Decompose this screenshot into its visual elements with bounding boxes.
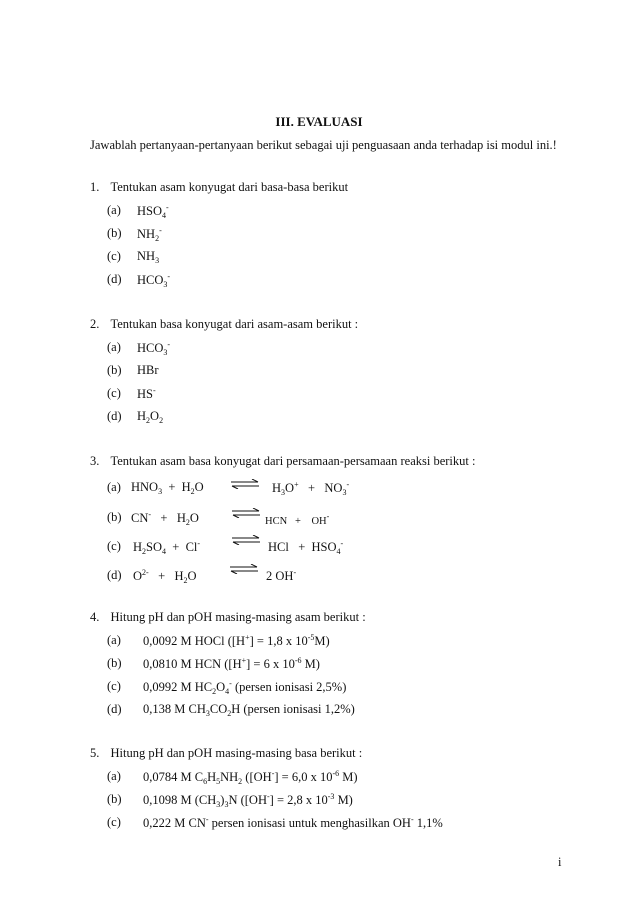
equilibrium-arrow-icon [230,479,260,489]
section-title: III. EVALUASI [275,114,363,129]
equilibrium-arrow-icon [231,508,261,518]
question-number: 5. [90,746,100,760]
question-2 [90,317,358,332]
question-number: 3. [90,454,100,468]
question-3 [90,454,475,469]
question-text: Tentukan asam konyugat dari basa-basa berikut [110,180,349,194]
question-text: Hitung pH dan pOH masing-masing asam berikut : [110,610,366,624]
question-number: 1. [90,180,100,194]
question-number: 4. [90,610,100,624]
question-text: Hitung pH dan pOH masing-masing basa berikut : [110,746,363,760]
equation-left: $H_2SO_4 + Cl^-$ [133,539,201,556]
question-number: 2. [90,317,100,331]
equation-right: $H_3O^+ + NO_3^-$ [272,480,350,497]
equation-left: $CN^- + H_2O$ [131,510,199,527]
page-number: i [558,855,562,869]
equation-right: HCl + $HSO_4^-$ [268,539,344,556]
equilibrium-arrow-icon [229,564,259,574]
question-1 [90,180,348,195]
equilibrium-arrow-icon [231,535,261,545]
document-page: III. EVALUASI Jawablah pertanyaan-pertanyaan berikut sebagai uji penguasaan anda terhadap isi modul ini.! 1. Tentukan asam konyugat dari basa-basa berikut (a) $HSO_4^-$ (b) $NH_2^-$ (c) $NH_3$ (d) $HCO_3^-$ 2. Tentukan basa konyugat dari asam-asam berikut : (a) $HCO_3^-$ (b) HBr (c) HS- (d) $H_2O_2$ 3. Tentukan asam basa konyugat dari persamaan-persamaan reaksi berikut : (a) $HNO_3 + H_2O$ $H_3O^+ + NO_3^-$ (b) $CN^- + H_2O$ HCN + OH- (c) $H_2SO_4 + Cl^-$ HCl + $HSO_4^-$ (d) $O^{2-} + H_2O$ 2 OH- 4. Hitung pH dan pOH masing-masing asam berikut : (a) 0,0092 M HOCl ([H+] = 1,8 x $10^{-5}M$) (b) 0,0810 M HCN ([H+] = 6 x $10^{-6}$ M) (c) 0,0992 M $HC_2O_4^-$ (persen ionisasi 2,5%) (d) 0,138 M $CH_3CO_2H$ (persen ionisasi 1,2%) 5. Hitung pH dan pOH masing-masing basa berikut : (a) 0,0784 M $C_6H_5NH_2$ ([OH-] = 6,0 x $10^{-6}$ M) (b) 0,1098 M $(CH_3)_3N$ ([OH-] = 2,8 x $10^{-3}$ M) (c) 0,222 M CN- persen ionisasi untuk menghasilkan OH- 1,1% i [0,0,638,903]
intro-paragraph: Jawablah pertanyaan-pertanyaan berikut sebagai uji penguasaan anda terhadap isi modul ini.! [90,138,557,152]
question-5 [90,746,362,761]
equation-right: 2 OH- [266,568,297,583]
equation-right: HCN + OH- [265,512,330,527]
question-4 [90,610,366,625]
question-text: Tentukan basa konyugat dari asam-asam berikut : [110,317,359,331]
question-text: Tentukan asam basa konyugat dari persamaan-persamaan reaksi berikut : [110,454,476,468]
equation-left: $HNO_3 + H_2O$ [131,480,204,496]
equation-left: $O^{2-} + H_2O$ [133,568,197,585]
